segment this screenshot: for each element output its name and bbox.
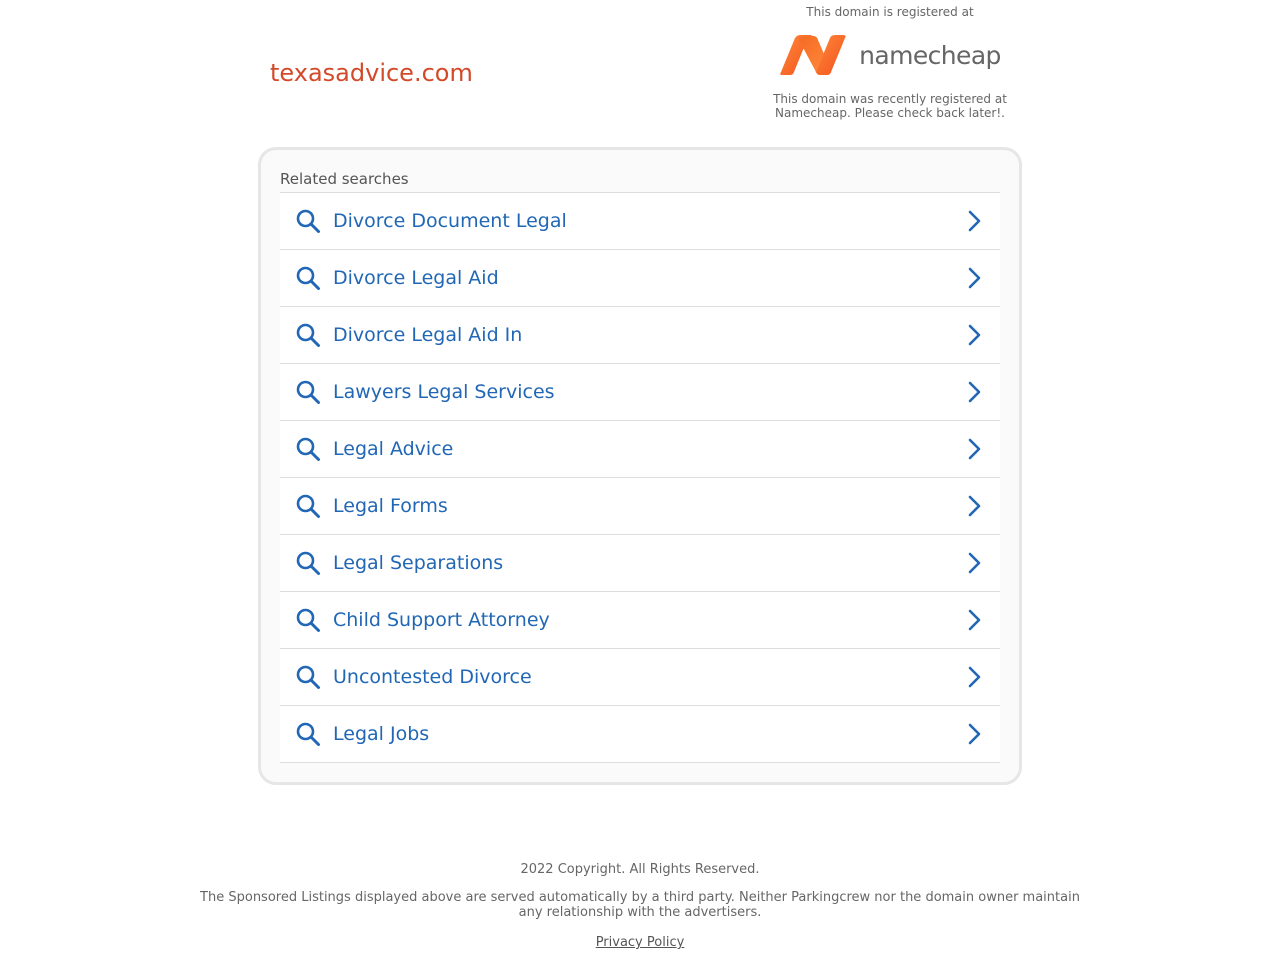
search-icon	[295, 379, 321, 405]
copyright-text: 2022 Copyright. All Rights Reserved.	[520, 862, 760, 877]
registrar-name: namecheap	[859, 40, 1001, 70]
disclaimer-text: The Sponsored Listings displayed above are served automatically by a third party. Neither Parkingcrew nor the domain owner maintain any relationship with the advertisers.	[200, 890, 1080, 920]
search-result-item[interactable]	[280, 307, 1000, 364]
namecheap-logo[interactable]	[760, 24, 1020, 86]
search-icon	[295, 550, 321, 576]
search-icon	[295, 265, 321, 291]
chevron-right-icon	[965, 609, 983, 631]
footer	[0, 860, 1280, 951]
search-result-item[interactable]	[280, 193, 1000, 250]
search-result-label: Legal Forms	[333, 495, 448, 517]
registrar-box	[760, 4, 1020, 120]
search-icon	[295, 322, 321, 348]
search-result-item[interactable]	[280, 364, 1000, 421]
privacy-policy-link[interactable]: Privacy Policy	[595, 935, 685, 950]
search-result-label: Uncontested Divorce	[333, 666, 532, 688]
search-icon	[295, 208, 321, 234]
related-searches-title: Related searches	[280, 170, 409, 188]
search-icon	[295, 664, 321, 690]
search-result-label: Legal Advice	[333, 438, 454, 460]
search-result-label: Divorce Legal Aid In	[333, 324, 523, 346]
search-result-label: Legal Separations	[333, 552, 504, 574]
search-result-item[interactable]	[280, 535, 1000, 592]
search-result-item[interactable]	[280, 250, 1000, 307]
chevron-right-icon	[965, 723, 983, 745]
chevron-right-icon	[965, 552, 983, 574]
search-icon	[295, 493, 321, 519]
search-result-item[interactable]	[280, 649, 1000, 706]
search-result-label: Divorce Document Legal	[333, 210, 567, 232]
chevron-right-icon	[965, 666, 983, 688]
search-result-label: Lawyers Legal Services	[333, 381, 555, 403]
chevron-right-icon	[965, 438, 983, 460]
search-icon	[295, 436, 321, 462]
search-result-item[interactable]	[280, 478, 1000, 535]
registered-at-label: This domain is registered at	[806, 5, 974, 19]
chevron-right-icon	[965, 267, 983, 289]
namecheap-logo-icon	[779, 34, 851, 76]
related-searches-list	[280, 192, 1000, 763]
registrar-message: This domain was recently registered at Namecheap. Please check back later!.	[773, 92, 1007, 120]
search-icon	[295, 607, 321, 633]
header	[0, 0, 1280, 140]
domain-title: texasadvice.com	[270, 59, 473, 87]
chevron-right-icon	[965, 324, 983, 346]
search-result-label: Legal Jobs	[333, 723, 430, 745]
related-searches-card	[258, 147, 1022, 785]
search-result-item[interactable]	[280, 706, 1000, 763]
search-result-item[interactable]	[280, 592, 1000, 649]
search-result-item[interactable]	[280, 421, 1000, 478]
chevron-right-icon	[965, 495, 983, 517]
search-icon	[295, 721, 321, 747]
chevron-right-icon	[965, 381, 983, 403]
search-result-label: Child Support Attorney	[333, 609, 550, 631]
chevron-right-icon	[965, 210, 983, 232]
search-result-label: Divorce Legal Aid	[333, 267, 499, 289]
